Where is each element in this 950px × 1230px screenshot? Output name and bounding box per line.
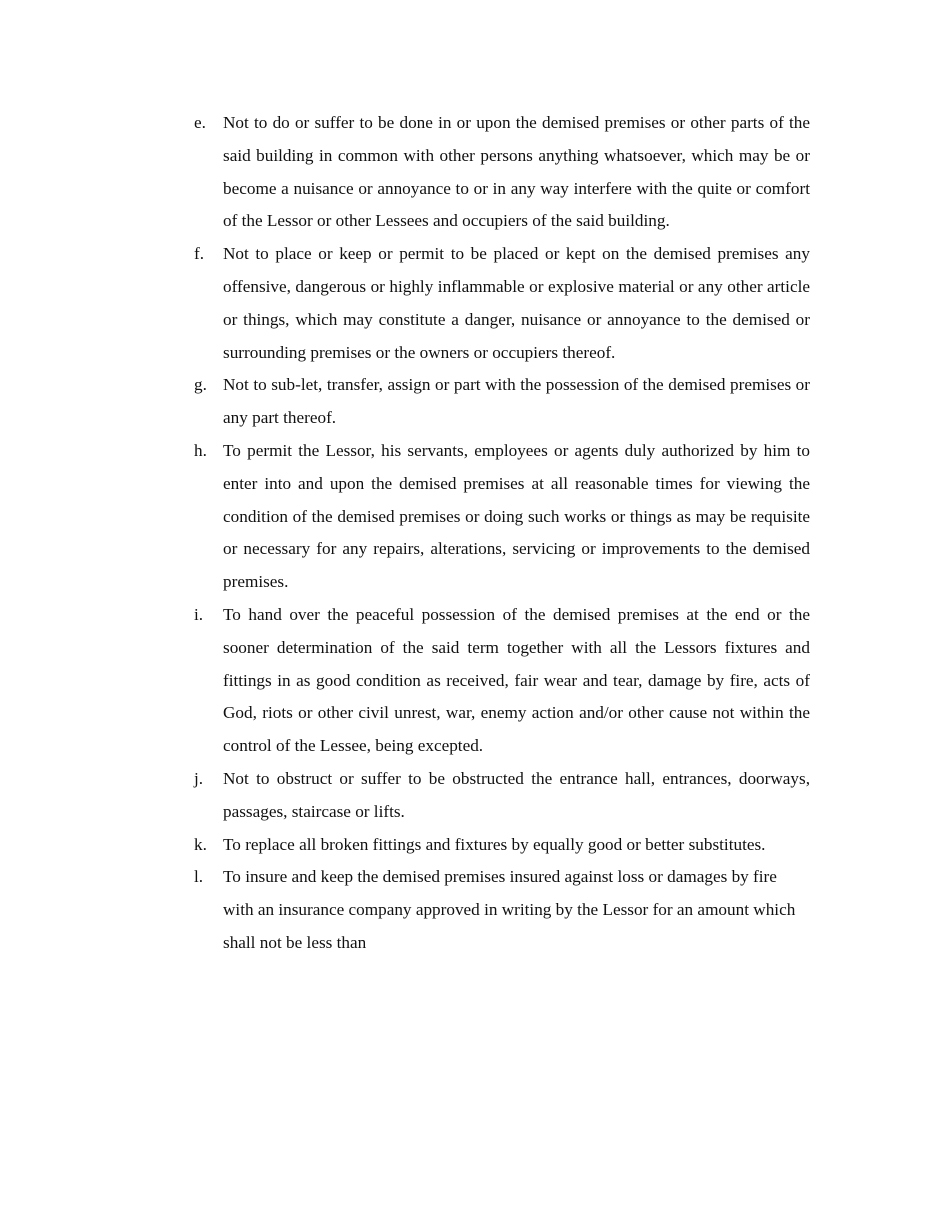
clause-k (194, 829, 810, 862)
clause-text: Not to do or suffer to be done in or upon the demised premises or other parts of the said building in common with other persons anything whatsoever, which may be or become a nuisance or annoyance to or in any way interfere with the quite or comfort of the Lessor or other Lessees and occupiers of the said building. (223, 113, 810, 231)
clause-marker: i. (194, 604, 204, 624)
clause-text: To hand over the peaceful possession of the demised premises at the end or the sooner determination of the said term together with all the Lessors fixtures and fittings in as good condition as received, fair wear and tear, damage by fire, acts of God, riots or other civil unrest, war, enemy action and/or other cause not within the control of the Lessee, being excepted. (223, 604, 810, 756)
clause-h (194, 435, 810, 599)
clause-text: Not to sub-let, transfer, assign or part with the possession of the demised premises or any part thereof. (223, 375, 810, 428)
lease-covenant-list (194, 107, 810, 960)
clause-marker: h. (194, 440, 207, 460)
clause-e (194, 107, 810, 238)
clause-text: To insure and keep the demised premises insured against loss or damages by fire with an insurance company approved in writing by the Lessor for an amount which shall not be less than (223, 867, 796, 952)
clause-f (194, 238, 810, 369)
clause-i (194, 599, 810, 763)
clause-text: To replace all broken fittings and fixtures by equally good or better substitutes. (223, 834, 766, 854)
clause-text: To permit the Lessor, his servants, employees or agents duly authorized by him to enter into and upon the demised premises at all reasonable times for viewing the condition of the demised premises or doing such works or things as may be requisite or necessary for any repairs, alterations, servicing or improvements to the demised premises. (223, 440, 810, 592)
clause-marker: e. (194, 113, 206, 132)
clause-l (194, 861, 810, 959)
clause-g (194, 369, 810, 435)
clause-j (194, 763, 810, 829)
clause-marker: g. (194, 375, 207, 395)
clause-text: Not to obstruct or suffer to be obstructed the entrance hall, entrances, doorways, passages, staircase or lifts. (223, 768, 810, 821)
clause-marker: k. (194, 834, 207, 854)
clause-marker: j. (194, 768, 204, 788)
clause-text: Not to place or keep or permit to be placed or kept on the demised premises any offensive, dangerous or highly inflammable or explosive material or any other article or things, which may constitute a danger, nuisance or annoyance to the demised or surrounding premises or the owners or occupiers thereof. (223, 244, 810, 362)
clause-marker: f. (194, 244, 205, 264)
clause-marker: l. (194, 867, 204, 887)
